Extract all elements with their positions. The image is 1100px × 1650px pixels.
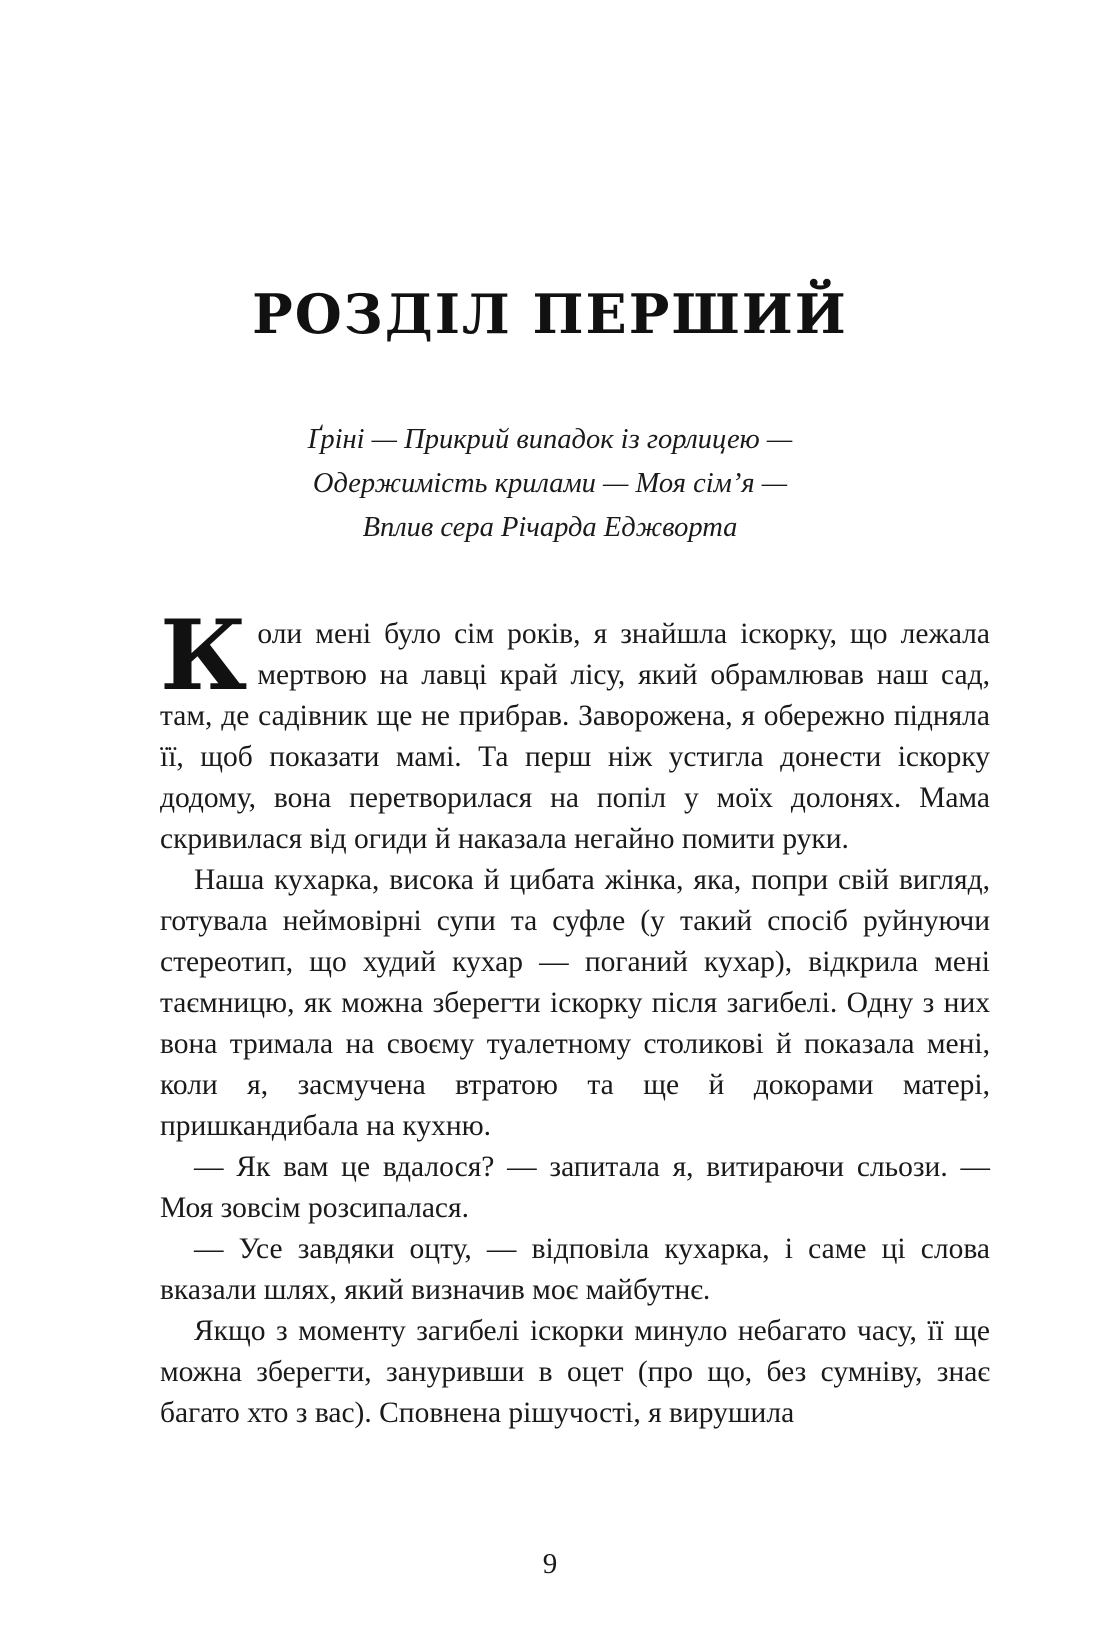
dialogue-line: — Як вам це вдалося? — запитала я, витираючи сльози. — Моя зовсім розсипалася. xyxy=(160,1151,990,1224)
paragraph: Наша кухарка, висока й цибата жінка, яка, попри свій вигляд, готувала неймовірні супи та суфле (у такий спосіб руйнуючи стереотип, що худий кухар — поганий кухар), відкрила мені таємницю, як можна зберегти іскорку після загибелі. Одну з них вона тримала на своєму туалетному столикові й показала мені, коли я, засмучена втратою та ще й докорами матері, пришкандибала на кухню. xyxy=(160,864,990,1142)
body-text xyxy=(160,599,990,1434)
page-number: 9 xyxy=(542,1548,558,1580)
epigraph-line: Одержимість крилами — Моя сім’я — xyxy=(312,468,788,499)
drop-cap: К xyxy=(160,599,248,712)
epigraph-line: Ґріні — Прикрий випадок із горлицею — xyxy=(307,424,793,455)
dialogue-line: — Усе завдяки оцту, — відповіла кухарка, і саме ці слова вказали шлях, який визначив моє майбутнє. xyxy=(160,1233,990,1306)
chapter-epigraph xyxy=(0,418,1100,550)
paragraph-text: оли мені було сім років, я знайшла іскорку, що лежала мертвою на лавці край лісу, який обрамлював наш сад, там, де садівник ще не прибрав. Заворожена, я обережно підняла її, щоб показати мамі. Та перш ніж устигла донести іскорку додому, вона перетворилася на попіл у моїх долонях. Мама скривилася від огиди й наказала негайно помити руки. xyxy=(160,618,990,855)
chapter-title: РОЗДІЛ ПЕРШИЙ xyxy=(252,282,848,346)
paragraph xyxy=(160,599,990,860)
epigraph-line: Вплив сера Річарда Еджворта xyxy=(362,512,738,543)
paragraph: Якщо з моменту загибелі іскорки минуло небагато часу, її ще можна зберегти, зануривши в оцет (про що, без сумніву, знає багато хто з вас). Сповнена рішучості, я вирушила xyxy=(160,1315,990,1429)
